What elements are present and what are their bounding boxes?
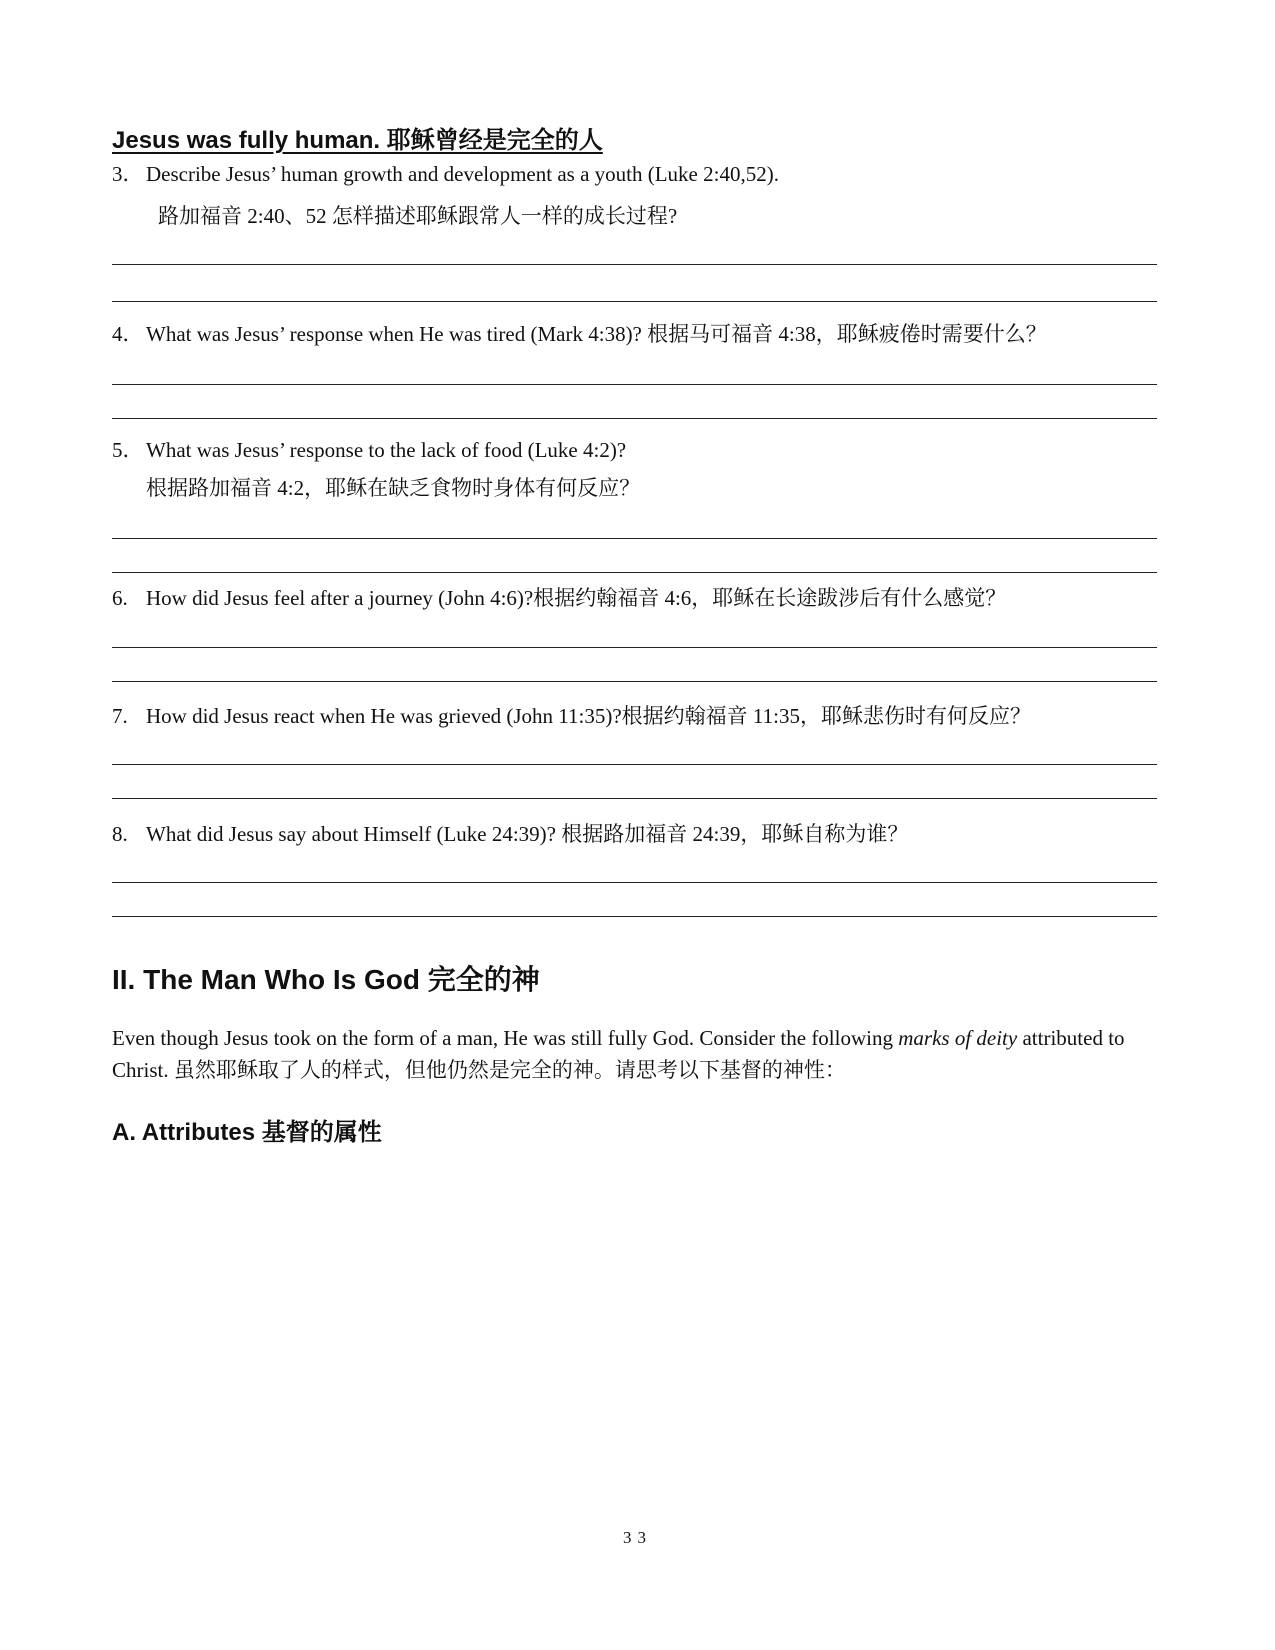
answer-line[interactable] (112, 681, 1157, 682)
question-text: What did Jesus say about Himself (Luke 24:39)? 根据路加福音 24:39，耶稣自称为谁？ (146, 822, 909, 846)
question-8 (112, 818, 908, 848)
question-3-zh: 路加福音 2:40、52 怎样描述耶稣跟常人一样的成长过程? (158, 204, 678, 228)
question-number: 6. (112, 586, 128, 610)
question-text: How did Jesus feel after a journey (John 4:6)?根据约翰福音 4:6，耶稣在长途跋涉后有什么感觉？ (146, 586, 1007, 610)
question-number: 7. (112, 704, 128, 728)
question-6 (112, 582, 1006, 612)
page-number: 33 (623, 1528, 652, 1547)
question-4 (112, 318, 1047, 348)
question-3 (112, 158, 779, 188)
answer-line[interactable] (112, 264, 1157, 265)
answer-line[interactable] (112, 538, 1157, 539)
answer-line[interactable] (112, 882, 1157, 883)
answer-line[interactable] (112, 798, 1157, 799)
question-number: 5． (112, 438, 144, 462)
question-5-zh: 根据路加福音 4:2，耶稣在缺乏食物时身体有何反应？ (146, 476, 641, 500)
answer-line[interactable] (112, 647, 1157, 648)
intro-paragraph (112, 1022, 1162, 1086)
question-number: 8. (112, 822, 128, 846)
paragraph-emphasis: marks of deity (898, 1026, 1018, 1050)
paragraph-text: Even though Jesus took on the form of a man, He was still fully God. Consider the following (112, 1026, 899, 1050)
answer-line[interactable] (112, 916, 1157, 917)
answer-line[interactable] (112, 384, 1157, 385)
section-heading: Jesus was fully human. 耶稣曾经是完全的人 (112, 127, 603, 154)
paragraph-text: attributed to Christ. 虽然耶稣取了人的样式，但他仍然是完全的神。请思考以下基督的神性： (112, 1026, 1125, 1082)
question-5 (112, 434, 626, 464)
answer-line[interactable] (112, 418, 1157, 419)
subsection-title: A. Attributes 基督的属性 (112, 1119, 382, 1146)
question-text: What was Jesus’ response when He was tired (Mark 4:38)? 根据马可福音 4:38，耶稣疲倦时需要什么？ (146, 322, 1047, 346)
answer-line[interactable] (112, 301, 1157, 302)
question-text-en: Describe Jesus’ human growth and development as a youth (Luke 2:40,52). (146, 162, 779, 186)
answer-line[interactable] (112, 764, 1157, 765)
section-2-title: II. The Man Who Is God 完全的神 (112, 964, 540, 995)
question-7 (112, 700, 1031, 730)
answer-line[interactable] (112, 572, 1157, 573)
question-text: How did Jesus react when He was grieved (John 11:35)?根据约翰福音 11:35，耶稣悲伤时有何反应？ (146, 704, 1031, 728)
question-text-en: What was Jesus’ response to the lack of food (Luke 4:2)? (146, 438, 627, 462)
question-number: 3． (112, 162, 144, 186)
question-number: 4． (112, 322, 144, 346)
